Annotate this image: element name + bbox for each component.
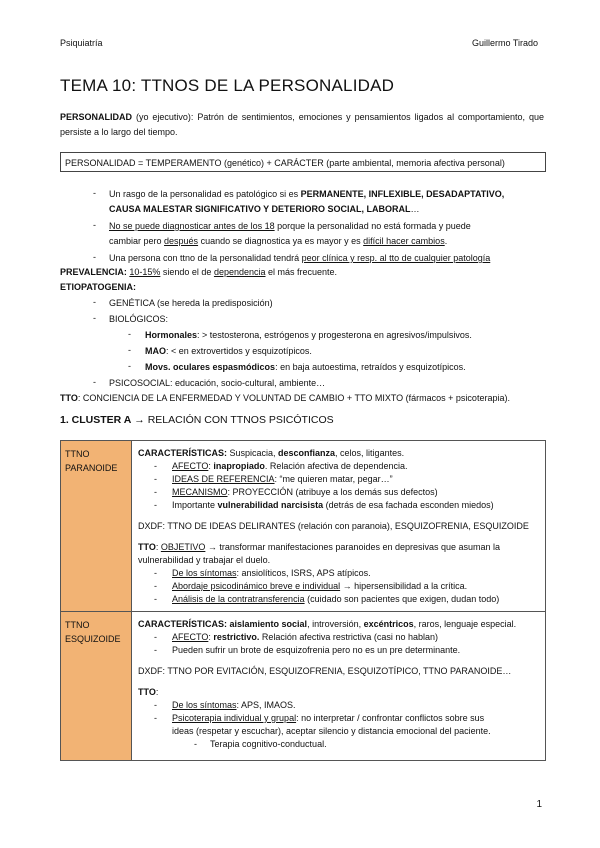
- header-author: Guillermo Tirado: [471, 38, 538, 48]
- list-item-cont: ideas (respetar y escuchar), aceptar silencio y distancia emocional del paciente.: [172, 726, 491, 736]
- formula-box: PERSONALIDAD = TEMPERAMENTO (genético) + CARÁCTER (parte ambiental, memoria afectiva personal): [60, 152, 546, 172]
- bullet-diagnosis-cont: cambiar pero después cuando se diagnostica ya es mayor y es difícil hacer cambios.: [109, 236, 448, 246]
- treatment: TTO:: [138, 687, 159, 697]
- etio-mao: MAO: < en extrovertidos y esquizotípicos.: [145, 346, 312, 356]
- etio-genetic: GENÉTICA (se hereda la predisposición): [109, 298, 273, 308]
- list-item: - AFECTO: inapropiado. Relación afectiva de dependencia.: [154, 461, 408, 471]
- list-item: - Importante vulnerabilidad narcisista (detrás de esa fachada esconden miedos): [154, 500, 494, 510]
- page-title: TEMA 10: TTNOS DE LA PERSONALIDAD: [60, 76, 395, 95]
- bullet-dash: -: [93, 220, 96, 230]
- cluster-a-table: [60, 440, 546, 761]
- disorder-label-esquizoide: TTNO ESQUIZOIDE: [61, 612, 132, 761]
- list-item: - MECANISMO: PROYECCIÓN (atribuye a los demás sus defectos): [154, 487, 438, 497]
- bullet-dash: -: [128, 361, 131, 371]
- header-subject: Psiquiatría: [60, 38, 103, 48]
- disorder-label-paranoide: TTNO PARANOIDE: [61, 441, 132, 612]
- bullet-pathologic-cont: CAUSA MALESTAR SIGNIFICATIVO Y DETERIORO SOCIAL, LABORAL…: [109, 204, 420, 214]
- list-item: - Psicoterapia individual y grupal: no interpretar / confrontar conflictos sobre sus: [154, 713, 485, 723]
- list-item: - Terapia cognitivo-conductual.: [194, 739, 327, 749]
- treatment-cont: vulnerabilidad y trabajar el duelo.: [138, 555, 271, 565]
- bullet-diagnosis: No se puede diagnosticar antes de los 18 porque la personalidad no está formada y puede: [109, 221, 471, 231]
- bullet-dash: -: [93, 297, 96, 307]
- bullet-dash: -: [128, 345, 131, 355]
- bullet-dash: -: [93, 377, 96, 387]
- characteristics: CARACTERÍSTICAS: aislamiento social, introversión, excéntricos, raros, lenguaje especial.: [138, 619, 517, 629]
- intro-paragraph: [60, 110, 544, 140]
- differential-diagnosis: DXDF: TTNO POR EVITACIÓN, ESQUIZOFRENIA, ESQUIZOTÍPICO, TTNO PARANOIDE…: [138, 666, 512, 676]
- bullet-clinic: Una persona con ttno de la personalidad tendrá peor clínica y resp. al tto de cualquier patología: [109, 253, 491, 263]
- intro-term: PERSONALIDAD: [60, 112, 133, 122]
- characteristics: CARACTERÍSTICAS: Suspicacia, desconfianza, celos, litigantes.: [138, 448, 405, 458]
- list-item: - IDEAS DE REFERENCIA: “me quieren matar, pegar…”: [154, 474, 393, 484]
- disorder-details-paranoide: [132, 441, 546, 612]
- bullet-dash: -: [93, 188, 96, 198]
- bullet-dash: -: [93, 313, 96, 323]
- list-item: - De los síntomas: ansiolíticos, ISRS, APS atípicos.: [154, 568, 371, 578]
- list-item: - AFECTO: restrictivo. Relación afectiva restrictiva (casi no hablan): [154, 632, 438, 642]
- table-row-esquizoide: [61, 612, 546, 761]
- bullet-pathologic: Un rasgo de la personalidad es patológico si es PERMANENTE, INFLEXIBLE, DESADAPTATIVO,: [109, 189, 505, 199]
- page-number: 1: [536, 799, 542, 810]
- prevalence-line: PREVALENCIA: 10-15% siendo el de dependencia el más frecuente.: [60, 267, 338, 277]
- etio-eye-movements: Movs. oculares espasmódicos: en baja autoestima, retraídos y esquizotípicos.: [145, 362, 466, 372]
- list-item: - Abordaje psicodinámico breve e individual → hipersensibilidad a la crítica.: [154, 581, 468, 591]
- bullet-dash: -: [128, 329, 131, 339]
- bullet-dash: -: [93, 252, 96, 262]
- treatment: TTO: OBJETIVO → transformar manifestaciones paranoides en depresivas que asuman la: [138, 542, 501, 552]
- section-heading: 1. CLUSTER A → RELACIÓN CON TTNOS PSICÓTICOS: [60, 414, 334, 426]
- differential-diagnosis: DXDF: TTNO DE IDEAS DELIRANTES (relación con paranoia), ESQUIZOFRENIA, ESQUIZOIDE: [138, 521, 529, 531]
- list-item: - De los síntomas: APS, IMAOS.: [154, 700, 296, 710]
- list-item: - Análisis de la contratransferencia (cuidado son pacientes que exigen, dudan todo): [154, 594, 500, 604]
- etio-psychosocial: PSICOSOCIAL: educación, socio-cultural, ambiente…: [109, 378, 326, 388]
- etio-hormonal: Hormonales: > testosterona, estrógenos y progesterona en agresivos/impulsivos.: [145, 330, 472, 340]
- disorder-details-esquizoide: [132, 612, 546, 761]
- table-row-paranoide: [61, 441, 546, 612]
- etiopathogenesis-label: ETIOPATOGENIA:: [60, 282, 137, 292]
- intro-text: (yo ejecutivo): Patrón de sentimientos, emociones y pensamientos ligados al comportamiento, que persiste a lo largo del tiempo.: [60, 112, 544, 137]
- etio-biological: BIOLÓGICOS:: [109, 314, 169, 324]
- treatment-line: TTO: CONCIENCIA DE LA ENFERMEDAD Y VOLUNTAD DE CAMBIO + TTO MIXTO (fármacos + psicoterapia).: [60, 393, 510, 403]
- list-item: - Pueden sufrir un brote de esquizofrenia pero no es un pre determinante.: [154, 645, 461, 655]
